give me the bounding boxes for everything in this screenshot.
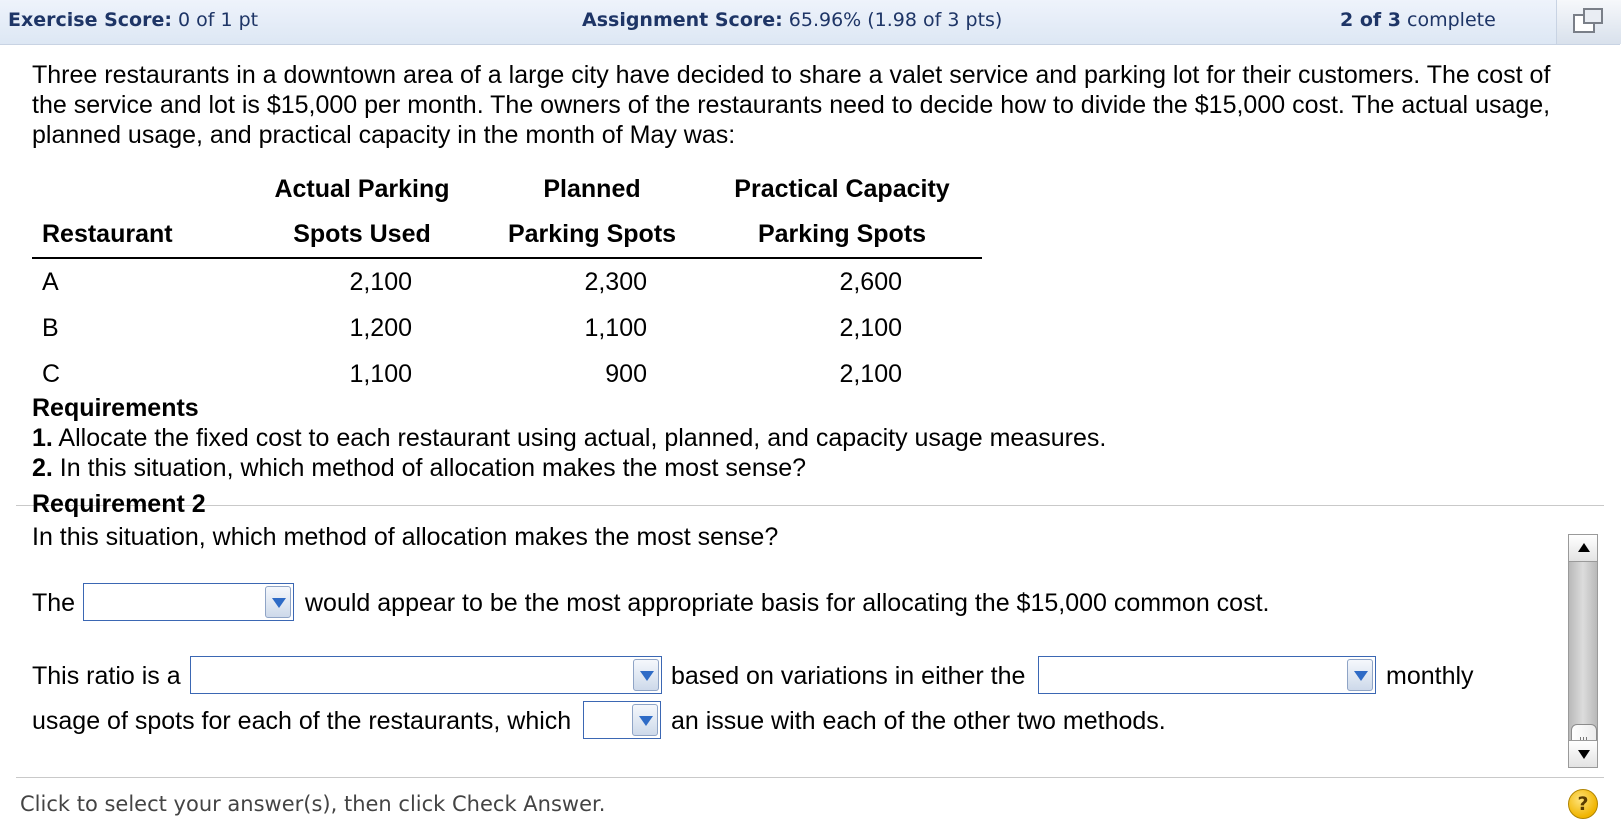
table-header-cell: Practical Capacity xyxy=(734,175,950,203)
table-header-row xyxy=(32,212,982,258)
score-bar xyxy=(0,0,1620,45)
actual-spots: 2,100 xyxy=(349,267,412,296)
requirement-text: In this situation, which method of allocation makes the most sense? xyxy=(52,454,807,482)
table-header-cell xyxy=(32,167,242,212)
window-popout-icon-secondary xyxy=(1583,8,1603,24)
table-header-cell: Parking Spots xyxy=(482,212,702,258)
table-row xyxy=(32,351,982,397)
answer-text-monthly: monthly xyxy=(1386,662,1474,690)
footer-instructions: Click to select your answer(s), then click Check Answer. xyxy=(20,792,606,816)
parking-data-table xyxy=(32,167,982,397)
answer-pane xyxy=(16,490,1568,776)
answer-heading: Requirement 2 xyxy=(32,490,206,518)
planned-spots: 2,300 xyxy=(584,267,647,296)
planned-spots: 900 xyxy=(605,359,647,388)
table-header-cell: Restaurant xyxy=(32,212,242,258)
chevron-down-icon xyxy=(632,704,658,736)
answer-pane-scrollbar[interactable] xyxy=(1568,534,1600,770)
exercise-score xyxy=(8,9,258,31)
usage-type-dropdown[interactable] xyxy=(1038,656,1376,694)
progress-status xyxy=(1340,9,1496,31)
help-icon[interactable]: ? xyxy=(1568,789,1598,819)
answer-text-ratio: This ratio is a xyxy=(32,662,181,690)
capacity-spots: 2,100 xyxy=(839,359,902,388)
answer-text-issue: an issue with each of the other two methods. xyxy=(671,707,1166,735)
table-header-row xyxy=(32,167,982,212)
issue-dropdown[interactable] xyxy=(583,701,661,739)
restaurant-name: B xyxy=(42,313,59,342)
scroll-down-button[interactable] xyxy=(1568,740,1598,768)
assignment-score-label: Assignment Score: xyxy=(582,9,783,31)
answer-text-line1: would appear to be the most appropriate basis for allocating the $15,000 common cost. xyxy=(305,589,1270,617)
requirement-item xyxy=(32,423,1532,453)
allocation-basis-dropdown[interactable] xyxy=(83,583,294,621)
scroll-track[interactable] xyxy=(1568,562,1598,740)
ratio-type-dropdown[interactable] xyxy=(190,656,662,694)
chevron-down-icon xyxy=(1347,659,1373,691)
capacity-spots: 2,600 xyxy=(839,267,902,296)
answer-text-variations: based on variations in either the xyxy=(671,662,1026,690)
requirements-block xyxy=(32,393,1532,483)
answer-text-usage: usage of spots for each of the restaurants, which xyxy=(32,707,572,735)
actual-spots: 1,100 xyxy=(349,359,412,388)
table-header-cell: Spots Used xyxy=(242,212,482,258)
requirement-number: 1. xyxy=(32,424,53,452)
restaurant-name: A xyxy=(42,267,59,296)
planned-spots: 1,100 xyxy=(584,313,647,342)
exercise-score-label: Exercise Score: xyxy=(8,9,172,31)
table-row xyxy=(32,258,982,305)
requirement-number: 2. xyxy=(32,454,53,482)
actual-spots: 1,200 xyxy=(349,313,412,342)
table-header-cell: Parking Spots xyxy=(702,212,982,258)
assignment-score-value: 65.96% (1.98 of 3 pts) xyxy=(788,9,1003,31)
footer-divider xyxy=(16,777,1604,778)
capacity-spots: 2,100 xyxy=(839,313,902,342)
scroll-up-button[interactable] xyxy=(1568,534,1598,562)
requirement-item xyxy=(32,453,1532,483)
progress-word: complete xyxy=(1407,9,1496,31)
chevron-down-icon xyxy=(633,659,659,691)
table-header-cell: Planned xyxy=(543,175,641,203)
table-row xyxy=(32,305,982,351)
restaurant-name: C xyxy=(42,359,61,388)
exercise-score-value: 0 of 1 pt xyxy=(177,9,259,31)
table-header-cell: Actual Parking xyxy=(274,175,450,203)
answer-question: In this situation, which method of allocation makes the most sense? xyxy=(32,523,779,551)
popout-window-button[interactable] xyxy=(1556,0,1621,44)
answer-text-the: The xyxy=(32,589,76,617)
chevron-down-icon xyxy=(265,586,291,618)
requirements-title: Requirements xyxy=(32,394,199,422)
assignment-score xyxy=(582,9,1002,31)
requirement-text: Allocate the fixed cost to each restaurant using actual, planned, and capacity usage measures. xyxy=(52,424,1107,452)
question-text: Three restaurants in a downtown area of a large city have decided to share a valet service and parking lot for their customers. The cost of the service and lot is $15,000 per month. The owners of the restaurants need to decide how to divide the $15,000 cost. The actual usage, planned usage, and practical capacity in the month of May was: xyxy=(32,61,1551,149)
progress-count: 2 of 3 xyxy=(1340,9,1401,31)
